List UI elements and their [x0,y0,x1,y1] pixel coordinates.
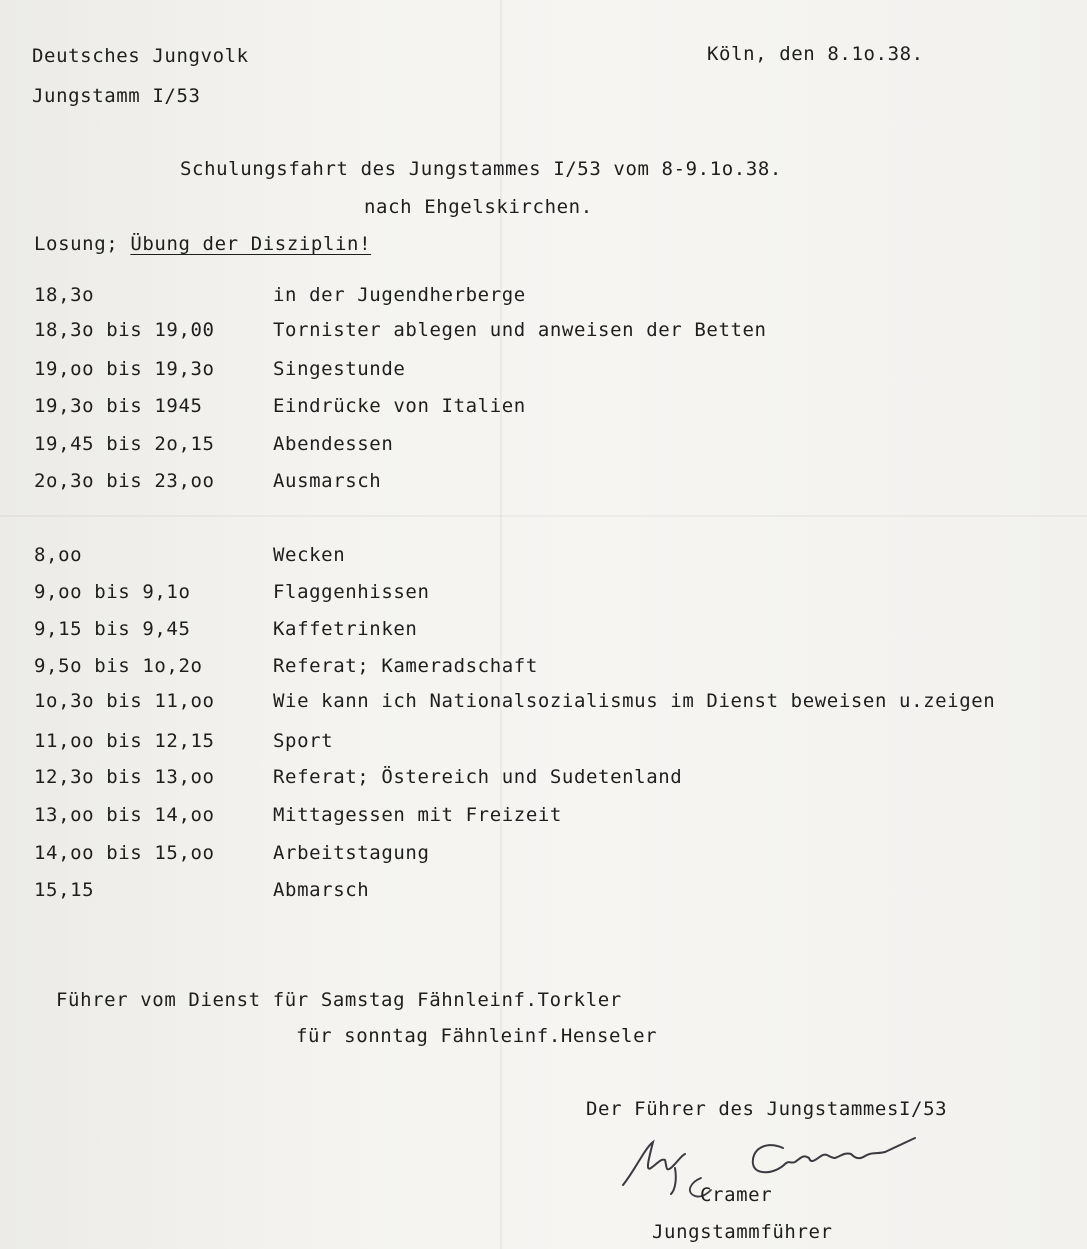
schedule-activity: Mittagessen mit Freizeit [273,804,562,826]
schedule-row [0,729,1087,755]
signature-role: Der Führer des JungstammesI/53 [586,1098,948,1120]
motto-label: Losung; [34,233,119,255]
document-title: Schulungsfahrt des Jungstammes I/53 vom 8-9.1o.38. [180,158,782,180]
schedule-row [0,543,1087,569]
schedule-time: 9,15 bis 9,45 [34,618,191,640]
schedule-time: 13,oo bis 14,oo [34,804,215,826]
schedule-time: 1o,3o bis 11,oo [34,690,215,712]
duty-saturday: Führer vom Dienst für Samstag Fähnleinf.Torkler [56,989,622,1011]
schedule-time: 9,5o bis 1o,2o [34,655,203,677]
place-date: Köln, den 8.1o.38. [707,43,924,65]
schedule-activity: Ausmarsch [273,470,382,492]
schedule-row [0,432,1087,458]
schedule-row [0,878,1087,904]
motto-text: Übung der Disziplin! [130,233,372,255]
duty-sunday: für sonntag Fähnleinf.Henseler [296,1025,658,1047]
schedule-time: 11,oo bis 12,15 [34,730,215,752]
schedule-time: 2o,3o bis 23,oo [34,470,215,492]
schedule-time: 14,oo bis 15,oo [34,842,215,864]
schedule-activity: Referat; Östereich und Sudetenland [273,766,683,788]
signatory-title: Jungstammführer [652,1221,833,1243]
schedule-row [0,357,1087,383]
document-subtitle: nach Ehgelskirchen. [364,196,593,218]
schedule-activity: Singestunde [273,358,406,380]
handwritten-signature [615,1130,935,1200]
schedule-activity: in der Jugendherberge [273,284,526,306]
schedule-time: 18,3o bis 19,00 [34,319,215,341]
schedule-row [0,394,1087,420]
schedule-activity: Flaggenhissen [273,581,430,603]
schedule-row [0,689,1087,715]
schedule-activity: Wie kann ich Nationalsozialismus im Dienst beweisen u.zeigen [273,690,996,712]
schedule-activity: Kaffetrinken [273,618,418,640]
schedule-activity: Abendessen [273,433,394,455]
schedule-time: 18,3o [34,284,95,306]
schedule-activity: Abmarsch [273,879,370,901]
schedule-activity: Eindrücke von Italien [273,395,526,417]
schedule-time: 15,15 [34,879,95,901]
unit-name: Jungstamm I/53 [32,85,201,107]
schedule-time: 12,3o bis 13,oo [34,766,215,788]
schedule-row [0,469,1087,495]
schedule-activity: Referat; Kameradschaft [273,655,538,677]
schedule-row [0,841,1087,867]
org-name: Deutsches Jungvolk [32,45,249,67]
schedule-row [0,318,1087,344]
schedule-row [0,803,1087,829]
schedule-activity: Tornister ablegen und anweisen der Betten [273,319,767,341]
schedule-time: 19,oo bis 19,3o [34,358,215,380]
schedule-activity: Wecken [273,544,346,566]
signatory-name: Cramer [700,1184,773,1206]
schedule-row [0,765,1087,791]
paper-fold-horizontal [0,515,1087,517]
schedule-activity: Sport [273,730,334,752]
schedule-time: 9,oo bis 9,1o [34,581,191,603]
schedule-row [0,283,1087,309]
schedule-row [0,617,1087,643]
schedule-time: 8,oo [34,544,83,566]
schedule-time: 19,3o bis 1945 [34,395,203,417]
schedule-row [0,580,1087,606]
motto [34,232,371,256]
schedule-activity: Arbeitstagung [273,842,430,864]
schedule-row [0,654,1087,680]
schedule-time: 19,45 bis 2o,15 [34,433,215,455]
